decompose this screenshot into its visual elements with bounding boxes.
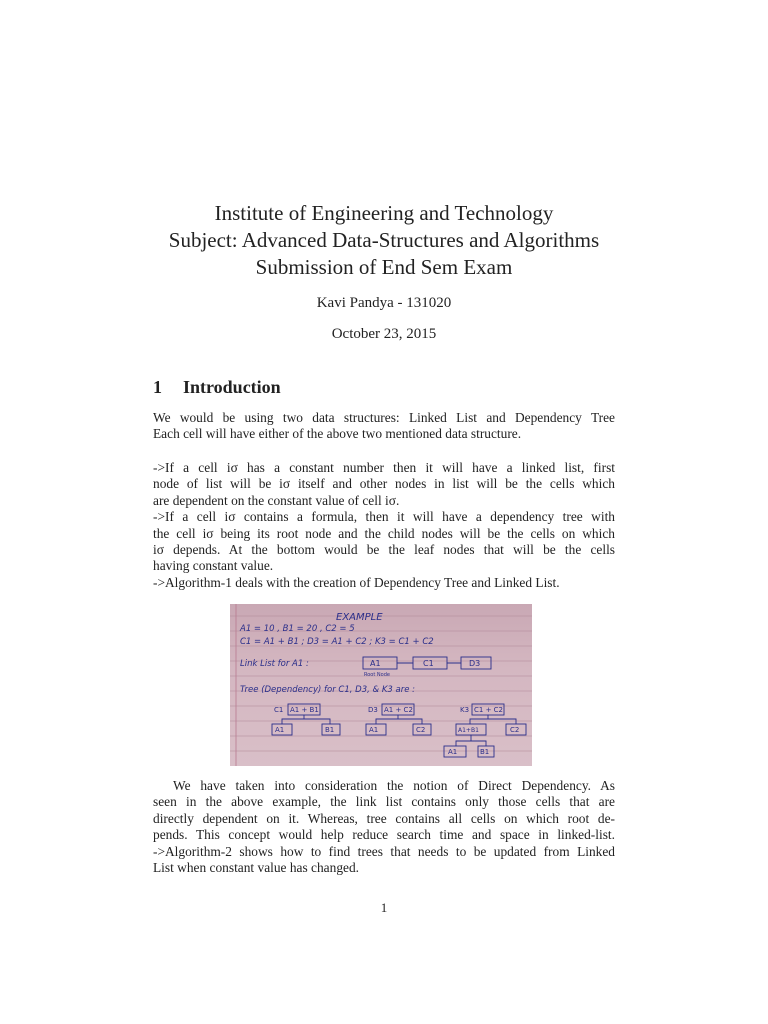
text-line: iσ depends. At the bottom would be the leaf nodes that will be the cells — [153, 542, 615, 558]
tree-c1-label: C1 — [274, 706, 284, 714]
paragraph-structures — [153, 460, 615, 591]
list-node-d3-label: D3 — [469, 659, 481, 668]
text-line: ->Algorithm-1 deals with the creation of Dependency Tree and Linked List. — [153, 574, 560, 590]
text-line: the cell iσ being its root node and the child nodes will be the cells on which — [153, 525, 615, 541]
tree-c1-b1-text: B1 — [325, 726, 335, 734]
list-node-c1-label: C1 — [423, 659, 434, 668]
section-number: 1 — [153, 377, 162, 397]
text-line: Each cell will have either of the above two mentioned data structure. — [153, 426, 522, 442]
text-line: are dependent on the constant value of cell iσ. — [153, 492, 400, 508]
text-line: ->Algorithm-2 shows how to find trees that needs to be updated from Linked — [153, 843, 615, 859]
tree-c1-root-text: A1 + B1 — [290, 706, 319, 714]
institute-title: Institute of Engineering and Technology — [214, 201, 554, 225]
text-line: ->If a cell iσ contains a formula, then it will have a dependency tree with — [153, 509, 615, 525]
tree-c1-a1-text: A1 — [275, 726, 285, 734]
tree-d3-c2-text: C2 — [416, 726, 426, 734]
tree-d3-label: D3 — [368, 706, 378, 714]
text-line: directly dependent on it. Whereas, tree contains all cells on which root de- — [153, 810, 615, 826]
handwritten-example-photo — [230, 604, 532, 766]
section-title: Introduction — [183, 377, 281, 397]
figure-heading: EXAMPLE — [336, 612, 383, 623]
tree-k3-mid-text: A1+B1 — [458, 727, 479, 734]
text-line: seen in the above example, the link list contains only those cells that are — [153, 794, 615, 810]
tree-k3-a1-text: A1 — [448, 748, 458, 756]
tree-d3-root-text: A1 + C2 — [384, 706, 413, 714]
section-heading — [153, 377, 281, 398]
figure-row1: A1 = 10 , B1 = 20 , C2 = 5 — [240, 624, 355, 634]
text-line: We would be using two data structures: Linked List and Dependency Tree — [153, 410, 615, 425]
paragraph-intro — [153, 410, 615, 443]
list-node-a1-label: A1 — [370, 659, 381, 668]
text-line: node of list will be iσ itself and other nodes in list will be the cells which — [153, 476, 615, 492]
figure-row2: C1 = A1 + B1 ; D3 = A1 + C2 ; K3 = C1 + C2 — [240, 637, 434, 647]
text-line: We have taken into consideration the notion of Direct Dependency. As — [173, 778, 615, 793]
tree-k3-b1-text: B1 — [480, 748, 490, 756]
page-number: 1 — [380, 900, 388, 915]
figure-row4: Tree (Dependency) for C1, D3, & K3 are : — [240, 685, 416, 695]
submission-title: Submission of End Sem Exam — [255, 255, 513, 279]
text-line: List when constant value has changed. — [153, 860, 360, 876]
text-line: pends. This concept would help reduce search time and space in linked-list. — [153, 827, 615, 843]
tree-d3-a1-text: A1 — [369, 726, 379, 734]
tree-k3-label: K3 — [460, 706, 470, 714]
title-block — [0, 200, 768, 281]
author: Kavi Pandya - 131020 — [316, 295, 452, 311]
handwritten-notes-drawing — [230, 604, 532, 766]
date: October 23, 2015 — [331, 326, 437, 342]
paragraph-direct-dependency — [153, 778, 615, 876]
text-line: ->If a cell iσ has a constant number then it will have a linked list, first — [153, 460, 615, 475]
text-line: having constant value. — [153, 558, 274, 574]
figure-row3-label: Link List for A1 : — [240, 659, 309, 669]
tree-k3-root-text: C1 + C2 — [474, 706, 503, 714]
subject-title: Subject: Advanced Data-Structures and Algorithms — [168, 228, 600, 252]
root-node-note: Root Node — [364, 672, 390, 678]
tree-k3-c2-text: C2 — [510, 726, 520, 734]
